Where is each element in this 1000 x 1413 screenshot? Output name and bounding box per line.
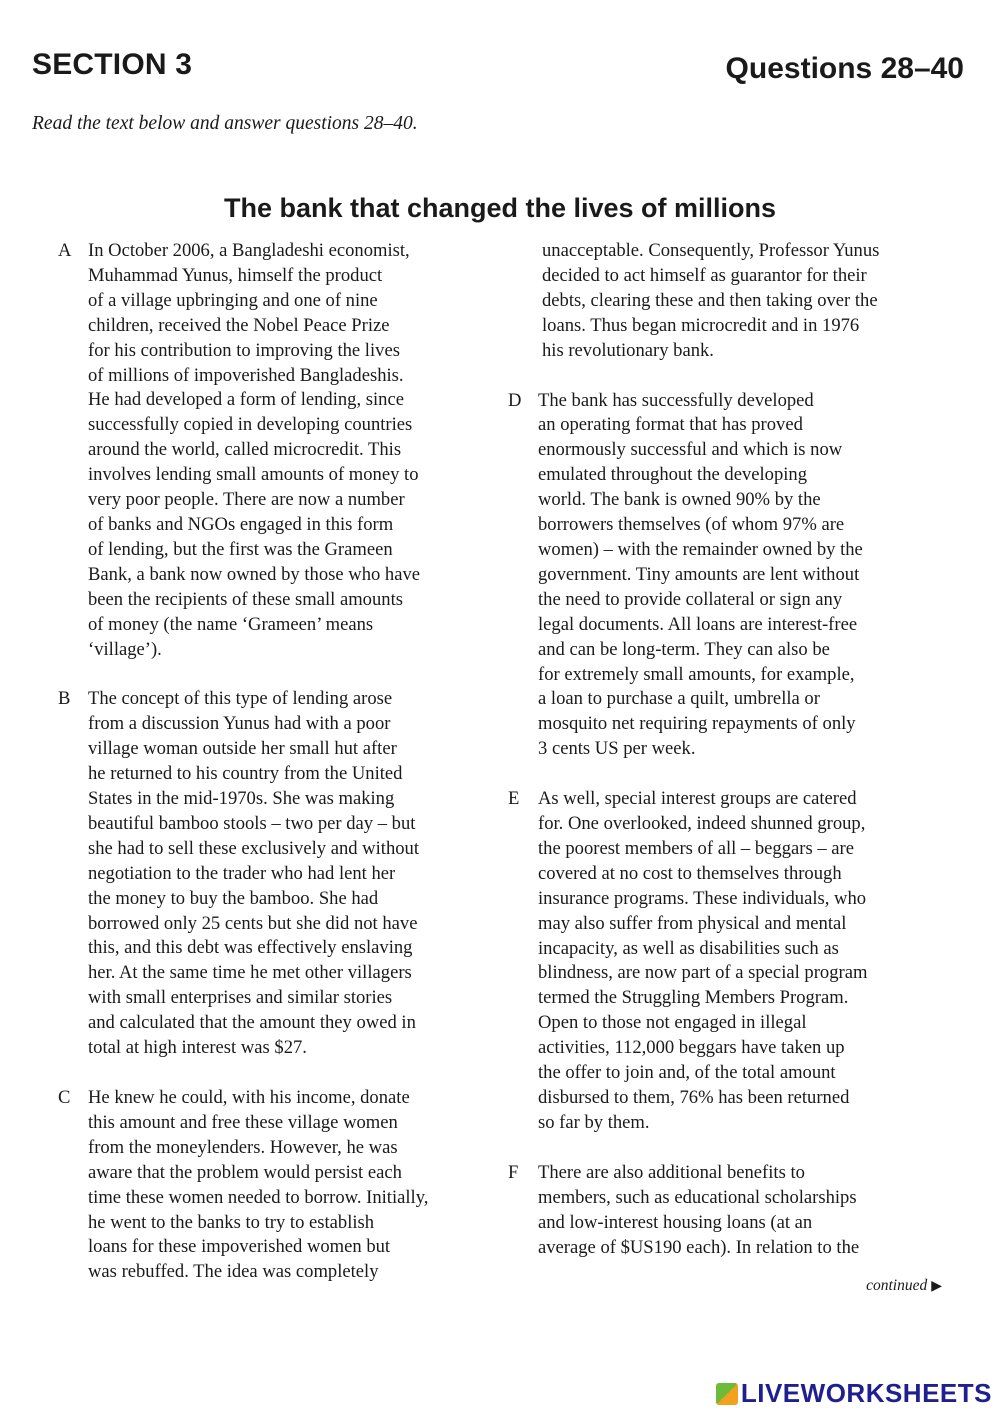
article-left-column	[58, 239, 498, 1285]
paragraph-line: and calculated that the amount they owed in	[88, 1012, 416, 1034]
paragraph-line: He knew he could, with his income, donate	[88, 1087, 410, 1108]
liveworksheets-logo-icon	[716, 1383, 738, 1405]
paragraph-line: debts, clearing these and then taking over the	[542, 289, 878, 311]
section-label: SECTION 3	[32, 48, 193, 81]
paragraph-line: so far by them.	[538, 1111, 650, 1133]
continued-indicator	[866, 1277, 942, 1295]
paragraph-line: her. At the same time he met other villagers	[88, 962, 412, 984]
paragraph-line: involves lending small amounts of money to	[88, 464, 419, 486]
paragraph-line: of money (the name ‘Grameen’ means	[88, 613, 374, 635]
paragraph-line: He had developed a form of lending, since	[88, 389, 404, 411]
paragraph-line: with small enterprises and similar stories	[88, 987, 393, 1009]
paragraph-line: negotiation to the trader who had lent her	[88, 862, 396, 884]
paragraph-line: the money to buy the bamboo. She had	[88, 887, 379, 909]
paragraph-line: loans for these impoverished women but	[88, 1236, 391, 1258]
paragraph-line: blindness, are now part of a special program	[538, 962, 868, 984]
paragraph-line: covered at no cost to themselves through	[538, 862, 842, 884]
paragraph-line: emulated throughout the developing	[538, 464, 808, 486]
paragraph-line: Muhammad Yunus, himself the product	[88, 264, 383, 286]
paragraph-line: loans. Thus began microcredit and in 1976	[542, 314, 860, 336]
paragraph-e	[508, 787, 948, 1136]
paragraph-line: from a discussion Yunus had with a poor	[88, 713, 391, 735]
paragraph-b	[58, 687, 498, 1061]
paragraph-line: for his contribution to improving the lives	[88, 339, 400, 361]
paragraph-line: children, received the Nobel Peace Prize	[88, 314, 390, 336]
paragraph-line: In October 2006, a Bangladeshi economist,	[88, 240, 410, 261]
paragraph-line: this, and this debt was effectively enslaving	[88, 937, 413, 959]
paragraph-line: The bank has successfully developed	[538, 389, 814, 411]
paragraph-line: an operating format that has proved	[538, 414, 803, 436]
paragraph-line: of banks and NGOs engaged in this form	[88, 513, 394, 535]
paragraph-line: decided to act himself as guarantor for their	[542, 264, 867, 286]
paragraph-line: incapacity, as well as disabilities such as	[538, 937, 839, 959]
paragraph-letter: E	[508, 788, 520, 810]
watermark-logo	[716, 1378, 992, 1409]
paragraph-line: was rebuffed. The idea was completely	[88, 1261, 379, 1283]
paragraph-line: been the recipients of these small amounts	[88, 588, 403, 610]
paragraph-line: successfully copied in developing countries	[88, 414, 413, 436]
paragraph-f	[508, 1161, 948, 1261]
paragraph-line: States in the mid-1970s. She was making	[88, 788, 395, 810]
paragraph-line: There are also additional benefits to	[538, 1161, 805, 1183]
paragraph-line: this amount and free these village women	[88, 1111, 398, 1133]
paragraph-line: village woman outside her small hut after	[88, 738, 397, 760]
paragraph-line: ‘village’).	[88, 638, 162, 660]
paragraph-line: Bank, a bank now owned by those who have	[88, 563, 421, 585]
paragraph-line: a loan to purchase a quilt, umbrella or	[538, 688, 820, 710]
paragraph-line: time these women needed to borrow. Initially,	[88, 1186, 429, 1208]
paragraph-line: his revolutionary bank.	[542, 339, 714, 361]
instruction-text: Read the text below and answer questions 28–40.	[32, 113, 418, 134]
continued-label: continued	[866, 1277, 928, 1294]
paragraph-line: insurance programs. These individuals, who	[538, 887, 867, 909]
paragraph-line: world. The bank is owned 90% by the	[538, 489, 821, 511]
paragraph-line: average of $US190 each). In relation to the	[538, 1236, 860, 1258]
paragraph-line: aware that the problem would persist each	[88, 1161, 402, 1183]
paragraph-letter: C	[58, 1087, 71, 1108]
paragraph-line: the need to provide collateral or sign any	[538, 588, 843, 610]
paragraph-c-continuation	[508, 239, 948, 364]
paragraph-letter: D	[508, 389, 522, 411]
watermark-text: LIVEWORKSHEETS	[740, 1378, 992, 1408]
paragraph-line: for extremely small amounts, for example,	[538, 663, 855, 685]
article-title: The bank that changed the lives of millions	[223, 193, 777, 223]
paragraph-line: very poor people. There are now a number	[88, 489, 405, 511]
paragraph-line: legal documents. All loans are interest-free	[538, 613, 858, 635]
paragraph-line: around the world, called microcredit. This	[88, 439, 402, 461]
paragraph-line: of millions of impoverished Bangladeshis.	[88, 364, 404, 386]
paragraph-line: he went to the banks to try to establish	[88, 1211, 375, 1233]
questions-range: Questions 28–40	[725, 52, 964, 85]
paragraph-line: women) – with the remainder owned by the	[538, 538, 863, 560]
paragraph-line: beautiful bamboo stools – two per day – but	[88, 812, 416, 834]
paragraph-line: As well, special interest groups are catered	[538, 788, 857, 810]
paragraph-line: of lending, but the first was the Grameen	[88, 538, 393, 560]
paragraph-letter: A	[58, 240, 72, 261]
paragraph-line: borrowers themselves (of whom 97% are	[538, 514, 845, 536]
paragraph-line: the offer to join and, of the total amount	[538, 1062, 836, 1084]
paragraph-line: from the moneylenders. However, he was	[88, 1136, 398, 1158]
paragraph-line: Open to those not engaged in illegal	[538, 1012, 807, 1034]
paragraph-line: members, such as educational scholarships	[538, 1186, 857, 1208]
paragraph-line: for. One overlooked, indeed shunned group,	[538, 813, 866, 835]
paragraph-line: of a village upbringing and one of nine	[88, 289, 378, 311]
paragraph-letter: B	[58, 688, 71, 710]
paragraph-line: unacceptable. Consequently, Professor Yunus	[542, 240, 880, 261]
paragraph-line: termed the Struggling Members Program.	[538, 987, 849, 1009]
paragraph-c	[58, 1086, 498, 1285]
paragraph-line: mosquito net requiring repayments of only	[538, 713, 856, 735]
paragraph-a	[58, 239, 498, 662]
paragraph-line: activities, 112,000 beggars have taken up	[538, 1037, 845, 1059]
paragraph-line: government. Tiny amounts are lent without	[538, 563, 860, 585]
paragraph-line: enormously successful and which is now	[538, 439, 843, 461]
paragraph-line: borrowed only 25 cents but she did not have	[88, 912, 418, 934]
paragraph-letter: F	[508, 1161, 519, 1183]
paragraph-line: 3 cents US per week.	[538, 738, 696, 760]
paragraph-line: and low-interest housing loans (at an	[538, 1211, 813, 1233]
paragraph-line: may also suffer from physical and mental	[538, 912, 847, 934]
paragraph-line: disbursed to them, 76% has been returned	[538, 1087, 850, 1108]
triangle-right-icon: ▶	[931, 1279, 942, 1294]
paragraph-line: he returned to his country from the United	[88, 763, 403, 785]
paragraph-d	[508, 389, 948, 763]
paragraph-line: total at high interest was $27.	[88, 1037, 307, 1059]
paragraph-line: and can be long-term. They can also be	[538, 638, 830, 660]
paragraph-line: the poorest members of all – beggars – are	[538, 837, 854, 859]
paragraph-line: The concept of this type of lending arose	[88, 688, 393, 710]
article-right-column	[508, 239, 948, 1260]
paragraph-line: she had to sell these exclusively and without	[88, 837, 420, 859]
